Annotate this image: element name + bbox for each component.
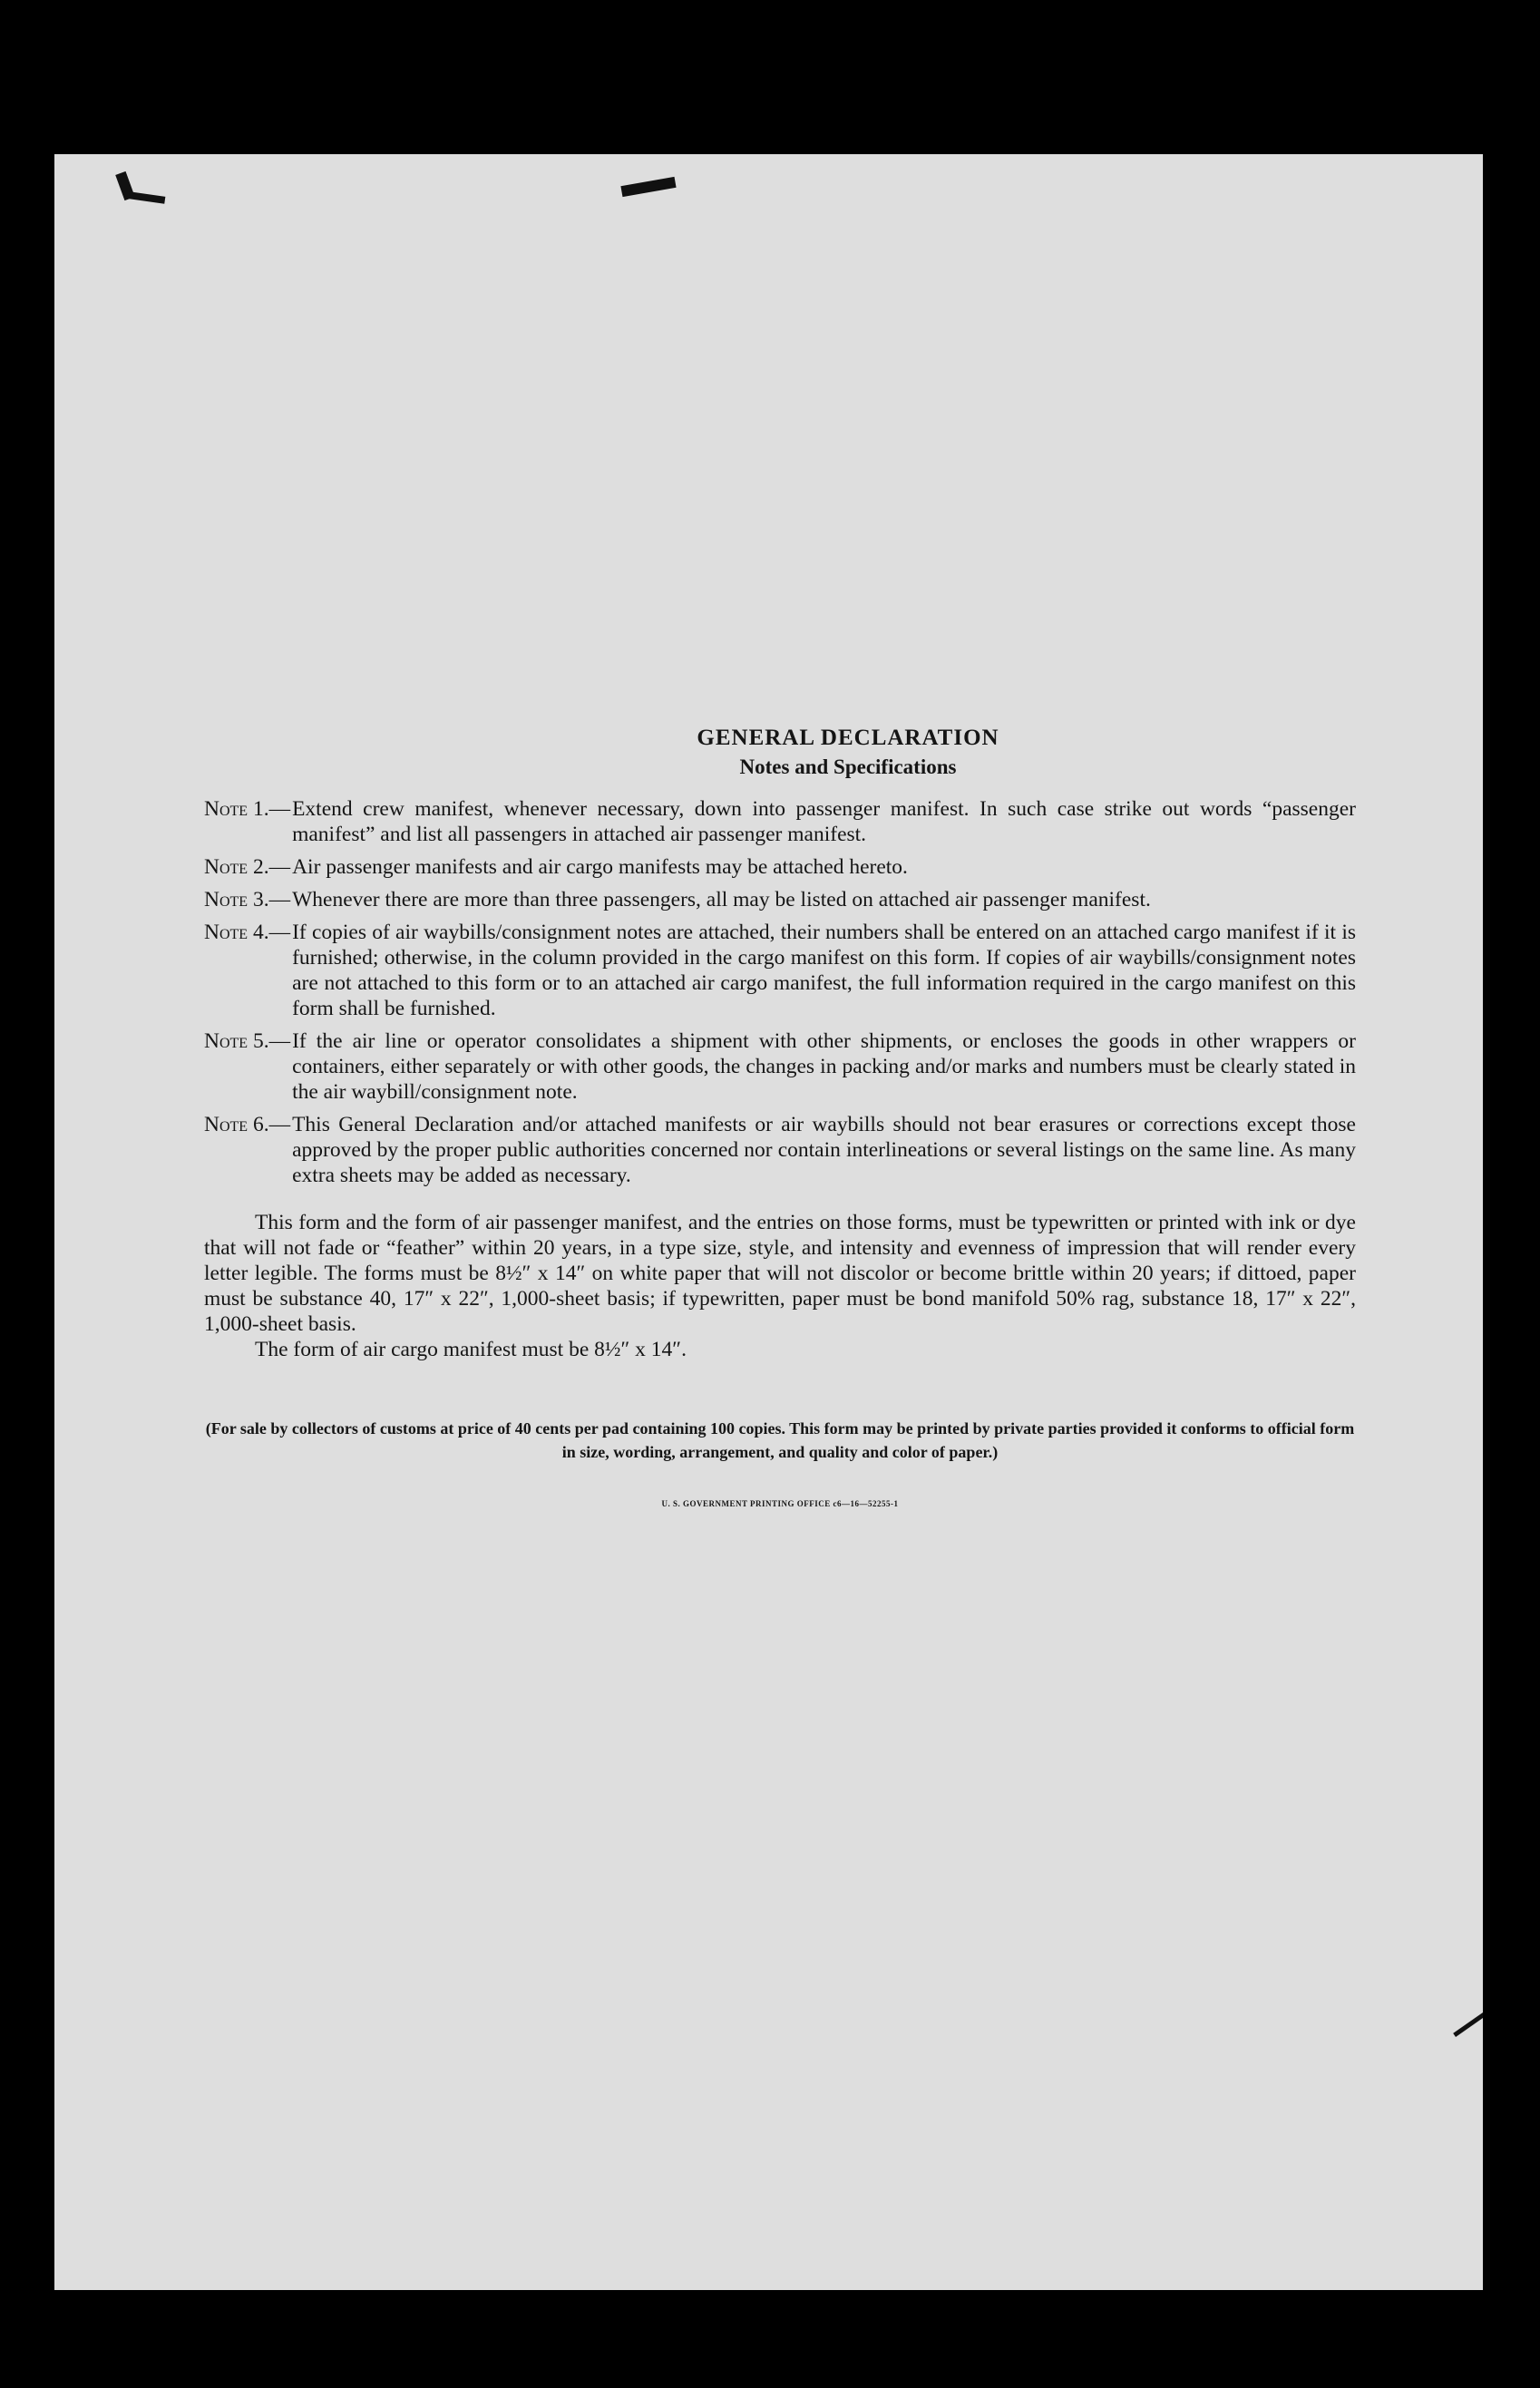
document-page bbox=[54, 154, 1483, 2290]
note-label: Note 2.— bbox=[204, 855, 291, 879]
note-text: Air passenger manifests and air cargo manifests may be attached hereto. bbox=[292, 855, 908, 879]
note-text: If the air line or operator consolidates a shipment with other shipments, or encloses the goods in other wrappers or containers, either separately or with other goods, the changes in packing and/or marks and numbers must be clearly stated in the air waybill/consignment note. bbox=[292, 1029, 1356, 1104]
note-5 bbox=[204, 1028, 1356, 1105]
note-2 bbox=[204, 854, 1356, 880]
ink-mark bbox=[1453, 2013, 1483, 2037]
ink-mark bbox=[620, 177, 676, 197]
note-text: Extend crew manifest, whenever necessary, down into passenger manifest. In such case strike out words “passenger manifest” and list all passengers in attached air passenger manifest. bbox=[292, 797, 1356, 846]
note-6 bbox=[204, 1112, 1356, 1188]
note-label: Note 6.— bbox=[204, 1113, 291, 1136]
notes-section bbox=[204, 726, 1356, 1516]
note-label: Note 4.— bbox=[204, 921, 291, 944]
note-label: Note 1.— bbox=[204, 797, 291, 821]
page-title: GENERAL DECLARATION bbox=[697, 726, 999, 750]
printing-office-imprint: U. S. GOVERNMENT PRINTING OFFICE c6—16—52255-1 bbox=[661, 1499, 899, 1508]
page-subtitle: Notes and Specifications bbox=[739, 755, 957, 778]
ink-mark bbox=[129, 191, 166, 203]
note-3 bbox=[204, 887, 1356, 912]
cargo-manifest-size: The form of air cargo manifest must be 8½″ x 14″. bbox=[255, 1338, 687, 1361]
specifications-paragraph: This form and the form of air passenger manifest, and the entries on those forms, must be typewritten or printed with ink or dye that will not fade or “feather” within 20 years, in a type size, style, and intensity and evenness of impression that will render every letter legible. The forms must be 8½″ x 14″ on white paper that will not discolor or become brittle within 20 years; if dittoed, paper must be substance 40, 17″ x 22″, 1,000-sheet basis; if typewritten, paper must be bond manifold 50% rag, substance 18, 17″ x 22″, 1,000-sheet basis. bbox=[204, 1211, 1356, 1336]
note-text: Whenever there are more than three passengers, all may be listed on attached air passenger manifest. bbox=[292, 888, 1151, 911]
note-text: This General Declaration and/or attached manifests or air waybills should not bear erasures or corrections except those approved by the proper public authorities concerned nor contain interlineations or several listings on the same line. As many extra sheets may be added as necessary. bbox=[292, 1113, 1356, 1187]
sale-notice: (For sale by collectors of customs at price of 40 cents per pad containing 100 copies. This form may be printed by private parties provided it conforms to official form in size, wording, arrangement, and quality and color of paper.) bbox=[205, 1419, 1355, 1461]
note-4 bbox=[204, 920, 1356, 1021]
note-label: Note 3.— bbox=[204, 888, 291, 911]
note-text: If copies of air waybills/consignment notes are attached, their numbers shall be entered on an attached cargo manifest if it is furnished; otherwise, in the column provided in the cargo manifest on this form. If copies of air waybills/consignment notes are not attached to this form or to an attached air cargo manifest, the full information required in the cargo manifest on this form shall be furnished. bbox=[292, 921, 1356, 1020]
note-1 bbox=[204, 796, 1356, 847]
note-label: Note 5.— bbox=[204, 1029, 291, 1053]
